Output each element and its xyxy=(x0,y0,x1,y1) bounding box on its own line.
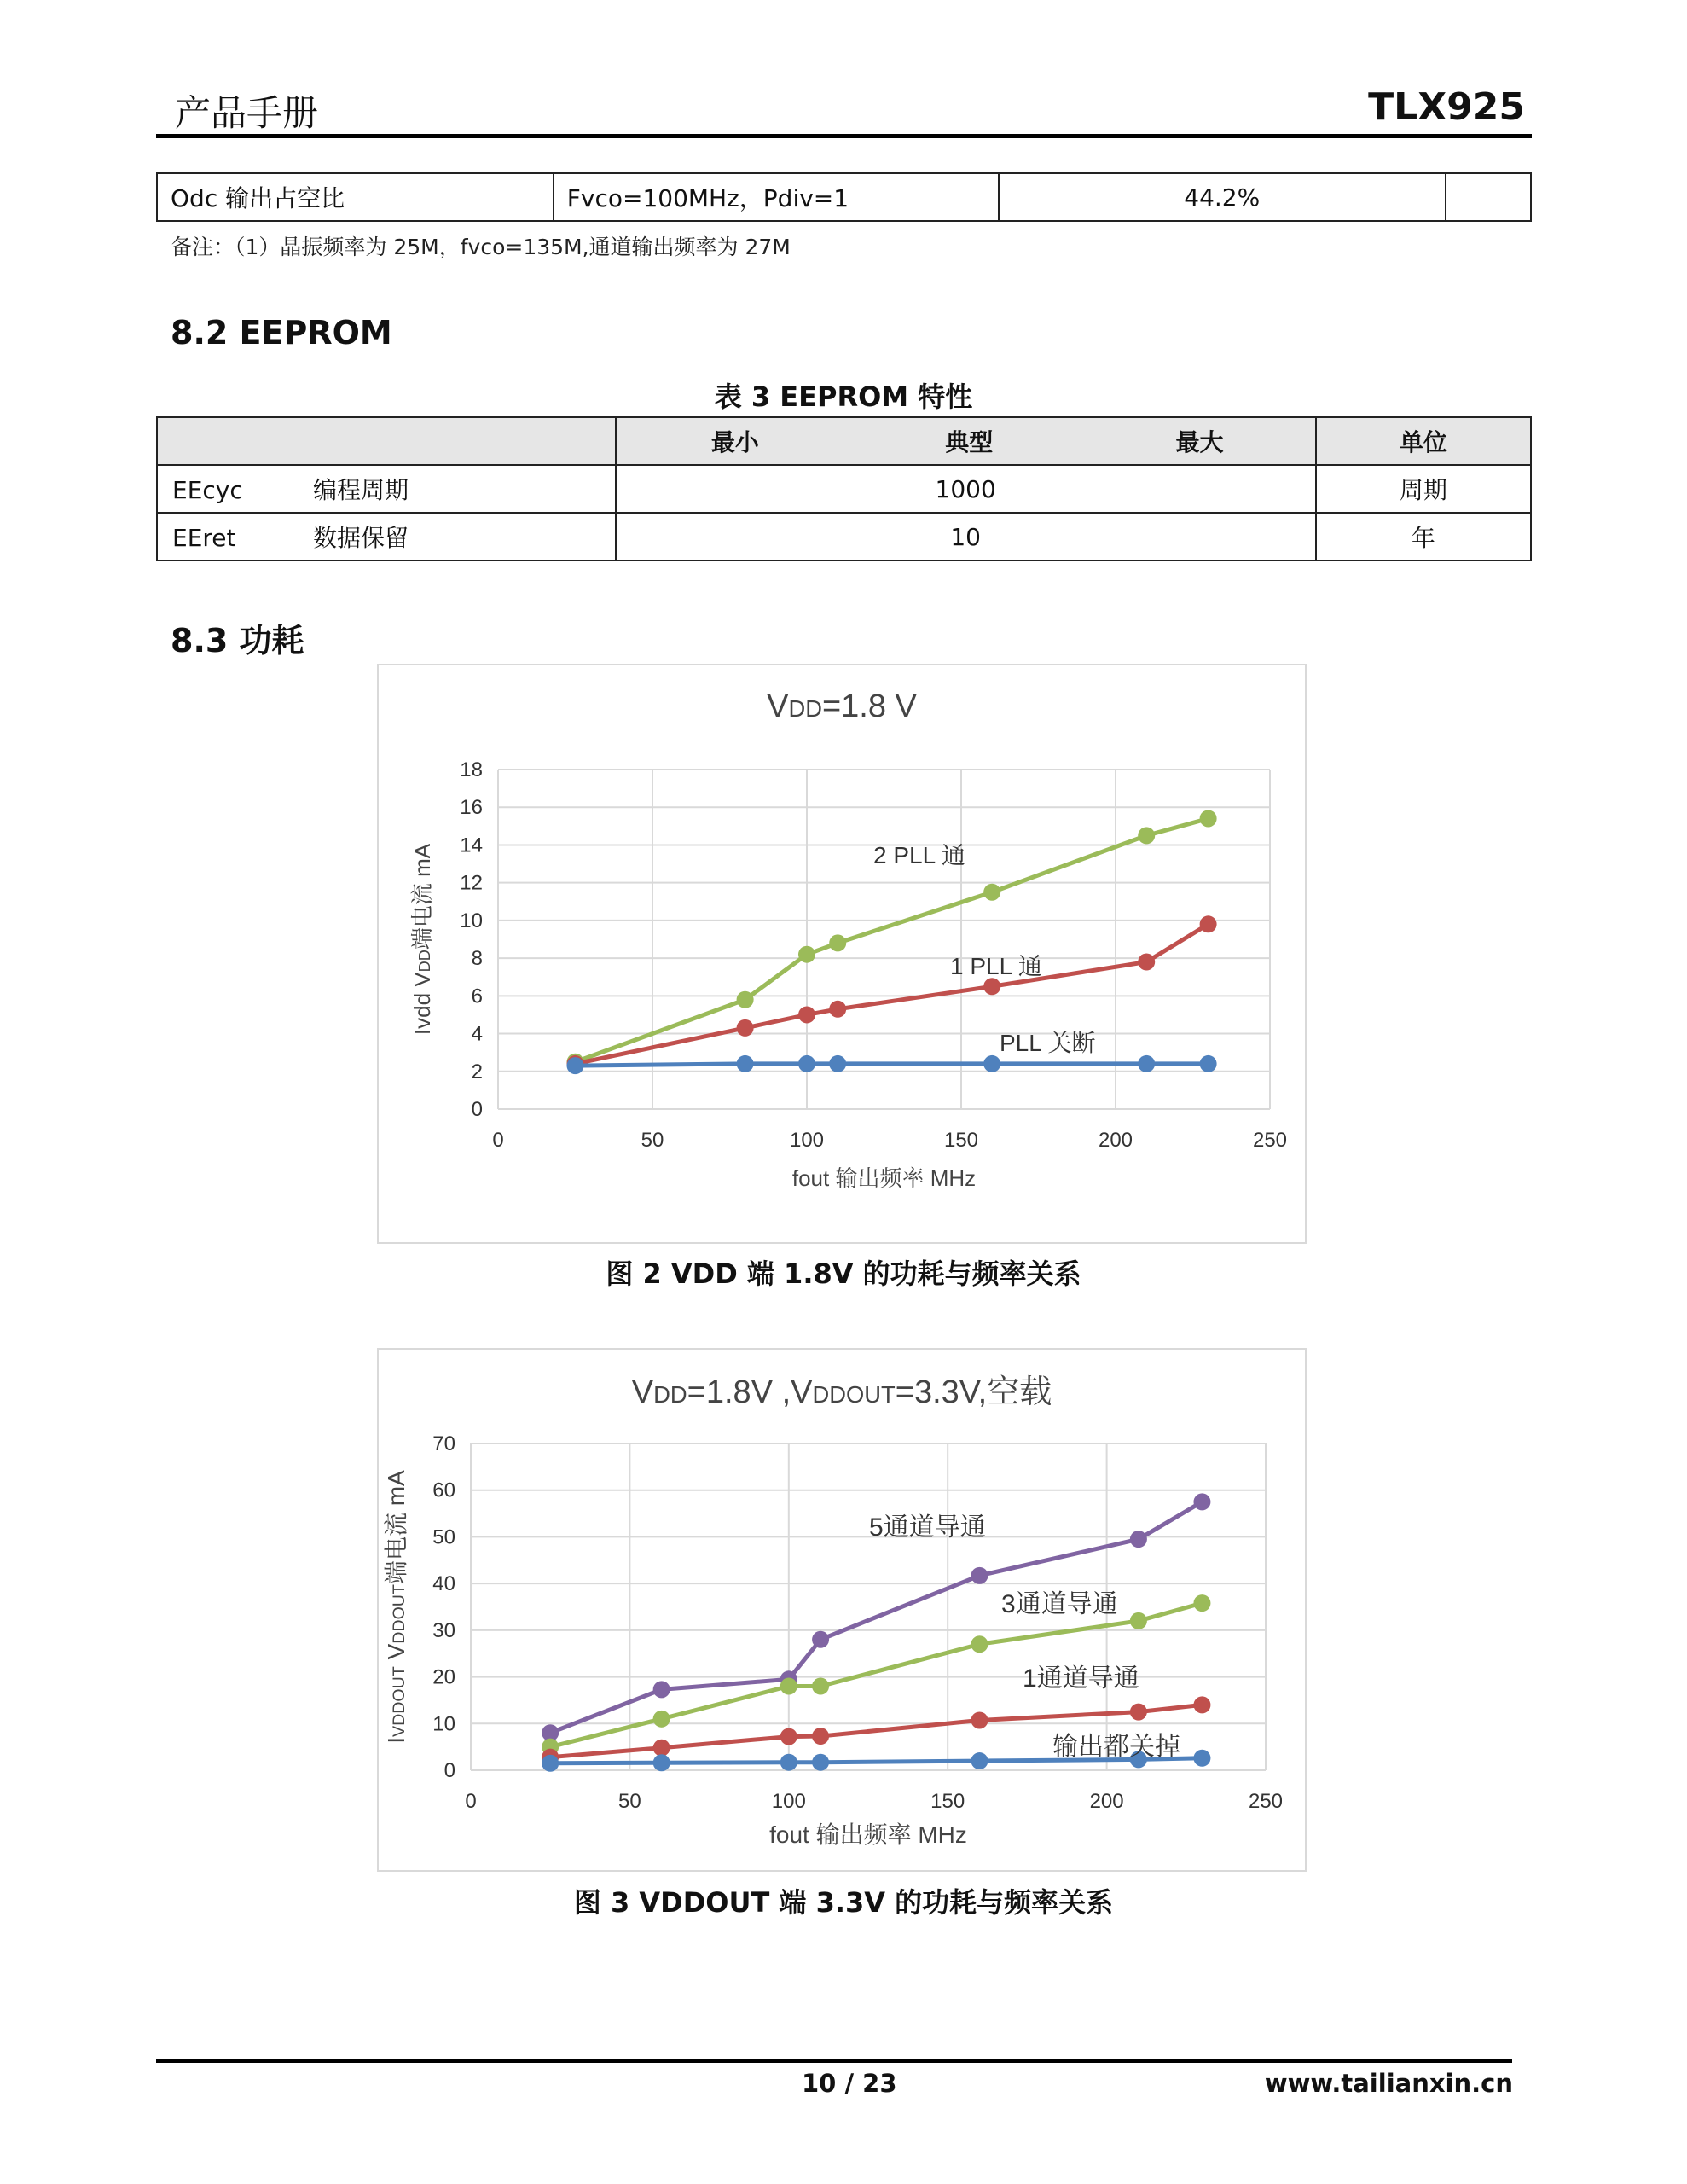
data-point xyxy=(798,1055,815,1072)
series-label: 2 PLL 通 xyxy=(873,842,965,868)
data-point xyxy=(1193,1696,1210,1713)
table-cell xyxy=(157,465,616,513)
header-min: 最小 xyxy=(710,428,759,456)
data-point xyxy=(829,1001,846,1018)
data-point xyxy=(812,1678,829,1695)
page-number: 10 / 23 xyxy=(802,2069,897,2098)
table-header-cell xyxy=(616,417,1316,465)
series-label: 输出都关掉 xyxy=(1052,1733,1180,1761)
series-label: 3通道导通 xyxy=(1001,1590,1118,1618)
figure-2-caption: 图 2 VDD 端 1.8V 的功耗与频率关系 xyxy=(606,1258,1081,1290)
data-point xyxy=(1138,1055,1155,1072)
figure-2-frame xyxy=(377,664,1307,1244)
data-point xyxy=(542,1755,559,1772)
data-point xyxy=(780,1678,797,1695)
header-rule xyxy=(156,134,1532,138)
footer-url[interactable]: www.tailianxin.cn xyxy=(1264,2069,1513,2098)
section-heading-8-3: 8.3 功耗 xyxy=(171,622,304,659)
y-tick-label: 30 xyxy=(432,1618,455,1642)
data-point xyxy=(780,1728,797,1745)
table-cell: Fvco=100MHz，Pdiv=1 xyxy=(554,173,999,221)
table-cell: 1000 xyxy=(616,465,1316,513)
data-point xyxy=(1200,915,1217,932)
y-tick-label: 10 xyxy=(432,1712,455,1736)
x-tick-label: 200 xyxy=(1089,1790,1124,1813)
y-tick-label: 50 xyxy=(432,1525,455,1549)
data-point xyxy=(971,1567,988,1584)
x-tick-label: 100 xyxy=(771,1790,806,1813)
x-tick-label: 50 xyxy=(618,1790,641,1813)
x-axis-label: fout 输出频率 MHz xyxy=(791,1165,977,1191)
doc-title: 产品手册 xyxy=(175,92,319,134)
table-header-cell xyxy=(157,417,616,465)
x-tick-label: 200 xyxy=(1098,1129,1133,1152)
data-point xyxy=(653,1711,670,1728)
y-tick-label: 2 xyxy=(471,1060,483,1083)
data-point xyxy=(1200,810,1217,827)
x-tick-label: 100 xyxy=(789,1129,825,1152)
data-point xyxy=(971,1635,988,1653)
data-point xyxy=(798,1006,815,1023)
y-tick-label: 18 xyxy=(460,758,483,781)
odc-table xyxy=(156,172,1532,222)
table-cell: Odc 输出占空比 xyxy=(157,173,554,221)
table-cell xyxy=(1446,173,1531,221)
y-tick-label: 14 xyxy=(460,834,483,857)
y-tick-label: 20 xyxy=(432,1665,455,1689)
header-unit: 单位 xyxy=(1316,417,1531,465)
series-line xyxy=(576,924,1209,1064)
chart-vddout-current xyxy=(379,1350,1305,1870)
data-point xyxy=(653,1681,670,1698)
table-cell: 年 xyxy=(1316,513,1531,561)
header-max: 最大 xyxy=(1175,428,1224,456)
data-point xyxy=(812,1754,829,1771)
data-point xyxy=(983,884,1000,901)
data-point xyxy=(983,978,1000,995)
eeprom-table xyxy=(156,416,1532,561)
chart-title: VDD=1.8 V xyxy=(767,688,917,724)
y-tick-label: 40 xyxy=(432,1572,455,1596)
data-point xyxy=(1138,954,1155,971)
figure-3-frame xyxy=(377,1348,1307,1872)
data-point xyxy=(1138,827,1155,844)
data-point xyxy=(737,1019,754,1037)
data-point xyxy=(737,1055,754,1072)
table-header-row xyxy=(157,417,1531,465)
series-label: 5通道导通 xyxy=(869,1513,986,1542)
y-tick-label: 60 xyxy=(432,1478,455,1502)
param-symbol: EEret xyxy=(172,524,236,552)
param-name: 编程周期 xyxy=(313,476,409,504)
data-point xyxy=(812,1631,829,1648)
data-point xyxy=(829,1055,846,1072)
table-note: 备注：（1）晶振频率为 25M，fvco=135M,通道输出频率为 27M xyxy=(171,235,791,259)
chart-title: VDD=1.8V ,VDDOUT=3.3V,空载 xyxy=(631,1374,1052,1410)
chart-vdd-current xyxy=(379,665,1305,1242)
x-tick-label: 150 xyxy=(930,1790,965,1813)
y-tick-label: 4 xyxy=(471,1022,483,1046)
series-line xyxy=(576,1064,1209,1066)
footer-rule xyxy=(156,2059,1512,2063)
y-axis-label: IVDDOUT VDDOUT端电流 mA xyxy=(383,1470,409,1744)
data-point xyxy=(971,1711,988,1728)
y-tick-label: 0 xyxy=(471,1098,483,1121)
param-name: 数据保留 xyxy=(313,524,409,552)
table-cell: 10 xyxy=(616,513,1316,561)
data-point xyxy=(1193,1493,1210,1510)
table-row xyxy=(157,465,1531,513)
data-point xyxy=(829,934,846,951)
data-point xyxy=(812,1728,829,1745)
data-point xyxy=(971,1752,988,1769)
figure-3-caption: 图 3 VDDOUT 端 3.3V 的功耗与频率关系 xyxy=(573,1886,1114,1919)
x-tick-label: 50 xyxy=(641,1129,664,1152)
product-model: TLX925 xyxy=(1368,85,1525,129)
data-point xyxy=(653,1754,670,1771)
series-label: PLL 关断 xyxy=(1000,1030,1096,1056)
data-point xyxy=(1193,1750,1210,1767)
y-tick-label: 0 xyxy=(443,1759,455,1782)
data-point xyxy=(1193,1594,1210,1612)
data-point xyxy=(1130,1612,1147,1629)
section-heading-8-2: 8.2 EEPROM xyxy=(171,314,392,351)
y-tick-label: 10 xyxy=(460,909,483,932)
table-row xyxy=(157,173,1531,221)
data-point xyxy=(983,1055,1000,1072)
data-point xyxy=(1130,1531,1147,1548)
data-point xyxy=(798,946,815,963)
table-row xyxy=(157,513,1531,561)
x-tick-label: 0 xyxy=(492,1129,504,1152)
y-axis-label: Ivdd VDD端电流 mA xyxy=(409,843,435,1036)
table-caption: 表 3 EEPROM 特性 xyxy=(714,380,973,413)
y-tick-label: 6 xyxy=(471,985,483,1008)
y-tick-label: 16 xyxy=(460,796,483,820)
data-point xyxy=(737,991,754,1008)
data-point xyxy=(780,1754,797,1771)
y-tick-label: 12 xyxy=(460,871,483,895)
series-label: 1通道导通 xyxy=(1023,1664,1139,1693)
x-tick-label: 0 xyxy=(465,1790,477,1813)
x-tick-label: 250 xyxy=(1252,1129,1288,1152)
table-cell: 44.2% xyxy=(999,173,1446,221)
data-point xyxy=(1200,1055,1217,1072)
series-label: 1 PLL 通 xyxy=(950,953,1042,979)
table-cell xyxy=(157,513,616,561)
x-tick-label: 250 xyxy=(1248,1790,1284,1813)
table-cell: 周期 xyxy=(1316,465,1531,513)
data-point xyxy=(653,1740,670,1757)
x-tick-label: 150 xyxy=(943,1129,979,1152)
x-axis-label: fout 输出频率 MHz xyxy=(769,1821,967,1848)
y-tick-label: 70 xyxy=(432,1432,455,1455)
data-point xyxy=(567,1057,584,1074)
param-symbol: EEcyc xyxy=(172,476,243,504)
header-typ: 典型 xyxy=(945,428,994,456)
data-point xyxy=(1130,1704,1147,1721)
y-tick-label: 8 xyxy=(471,947,483,971)
